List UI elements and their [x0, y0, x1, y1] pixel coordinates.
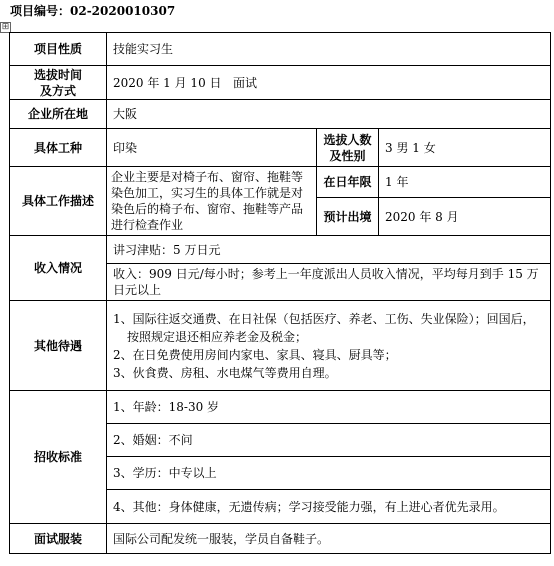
list-item: 1、年龄：18-30 岁	[107, 391, 551, 424]
exit-label: 预计出境	[317, 198, 379, 236]
table-row	[10, 167, 551, 198]
job-desc-label: 具体工作描述	[10, 167, 107, 236]
table-row	[10, 100, 551, 129]
location-value: 大阪	[107, 100, 551, 129]
table-row	[10, 524, 551, 554]
list-item: 2、在日免费使用房间内家电、家具、寝具、厨具等；	[113, 347, 397, 362]
nature-value: 技能实习生	[107, 33, 551, 66]
job-type-value: 印染	[107, 129, 317, 167]
benefits-label: 其他待遇	[10, 301, 107, 391]
count-label-line2: 及性别	[329, 148, 366, 163]
project-number: 项目编号：02-2020010307	[10, 4, 176, 18]
table-row	[10, 236, 551, 264]
uniform-value: 国际公司配发统一服装，学员自备鞋子。	[107, 524, 551, 554]
income-value: 收入：909 日元/每小时；参考上一年度派出人员收入情况，平均每月到手 15 万日元以上	[107, 264, 551, 301]
nature-label: 项目性质	[10, 33, 107, 66]
table-row	[10, 66, 551, 100]
list-item: 3、学历：中专以上	[107, 457, 551, 490]
table-row	[10, 391, 551, 424]
uniform-label: 面试服装	[10, 524, 107, 554]
count-value: 3 男 1 女	[379, 129, 551, 167]
table-row	[10, 129, 551, 167]
job-type-label: 具体工种	[10, 129, 107, 167]
location-label: 企业所在地	[10, 100, 107, 129]
years-label: 在日年限	[317, 167, 379, 198]
count-label-line1: 选拔人数	[323, 132, 372, 147]
benefits-list	[107, 301, 551, 391]
list-item: 3、伙食费、房租、水电煤气等费用自理。	[113, 365, 337, 380]
list-item: 2、婚姻：不问	[107, 424, 551, 457]
selection-label	[10, 66, 107, 100]
selection-label-line1: 选拔时间	[33, 67, 82, 82]
allowance-value: 讲习津贴：5 万日元	[107, 236, 551, 264]
exit-value: 2020 年 8 月	[379, 198, 551, 236]
selection-label-line2: 及方式	[39, 83, 76, 98]
income-label: 收入情况	[10, 236, 107, 301]
selection-value: 2020 年 1 月 10 日 面试	[107, 66, 551, 100]
list-item: 4、其他：身体健康，无遗传病；学习接受能力强，有上进心者优先录用。	[107, 490, 551, 524]
table-row	[10, 301, 551, 391]
count-label	[317, 129, 379, 167]
years-value: 1 年	[379, 167, 551, 198]
requirements-label: 招收标准	[10, 391, 107, 524]
job-desc-value: 企业主要是对椅子布、窗帘、拖鞋等染色加工，实习生的具体工作就是对染色后的椅子布、窗帘、拖鞋等产品进行检查作业	[107, 167, 317, 236]
list-item: 1、国际往返交通费、在日社保（包括医疗、养老、工伤、失业保险）；回国后，按照规定退还相应养老金及税金；	[113, 311, 535, 344]
project-info-table	[9, 32, 551, 554]
table-row	[10, 33, 551, 66]
table-move-handle-icon[interactable]: ⊞	[1, 22, 10, 32]
